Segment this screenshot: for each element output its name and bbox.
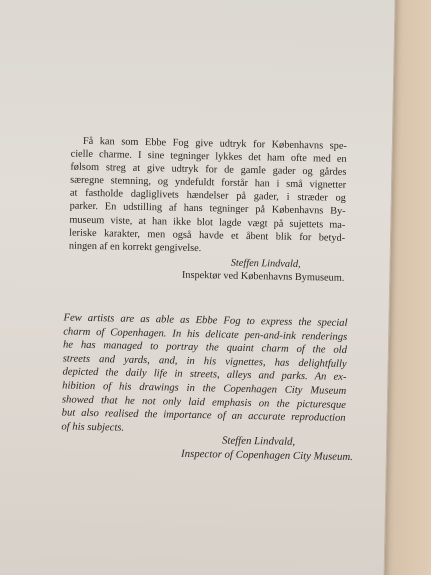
english-line: showed that he not only laid emphasis on the picturesque [61, 394, 347, 411]
english-line: depicted the daily life in streets, alleys and parks. An ex- [62, 366, 347, 384]
english-signature [61, 430, 353, 464]
danish-line: særegne stemning, og yndefuldt forstår han i små vignetter [70, 174, 347, 192]
english-paragraph [61, 311, 347, 439]
english-line: he has managed to portray the quaint charm of the old [62, 339, 348, 357]
danish-line: leriske karakter, men også havde et åbent blik for betyd- [69, 227, 346, 244]
danish-line: Få kan som Ebbe Fog give udtryk for Københavns spe- [82, 135, 347, 152]
danish-line: at fastholde dagliglivets hændelser på gader, i stræder og [69, 187, 346, 205]
english-line: hibition of his drawings in the Copenhagen City Museum [62, 380, 347, 397]
english-line: charm of Copenhagen. In his delicate pen-and-ink renderings [63, 326, 348, 343]
danish-line: cielle charme. I sine tegninger lykkes det ham ofte med en [70, 148, 347, 165]
danish-signature-name: Steffen Lindvald, [230, 257, 301, 270]
english-signature-name: Steffen Lindvald, [221, 434, 296, 448]
english-signature-title: Inspector of Copenhagen City Museum. [180, 447, 354, 464]
english-line: of his subjects. [61, 421, 125, 434]
english-line: Few artists are as able as Ebbe Fog to express the special [63, 312, 348, 329]
danish-line: museum viste, at han ikke blot lagde vægt på sujettets ma- [69, 214, 346, 231]
english-line: but also realised the importance of an accurate reproduction [61, 407, 346, 425]
danish-line: følsom streg at give udtryk for de gamle gader og gårdes [70, 161, 347, 179]
danish-paragraph [68, 135, 347, 285]
english-line: streets and yards, and, in his vignettes, has delightfully [62, 353, 347, 370]
danish-signature-title: Inspektør ved Københavns Bymuseum. [181, 269, 345, 284]
danish-line: ningen af en korrekt gengivelse. [68, 240, 202, 254]
danish-line: parker. En udstilling af hans tegninger på Københavns By- [69, 201, 346, 218]
